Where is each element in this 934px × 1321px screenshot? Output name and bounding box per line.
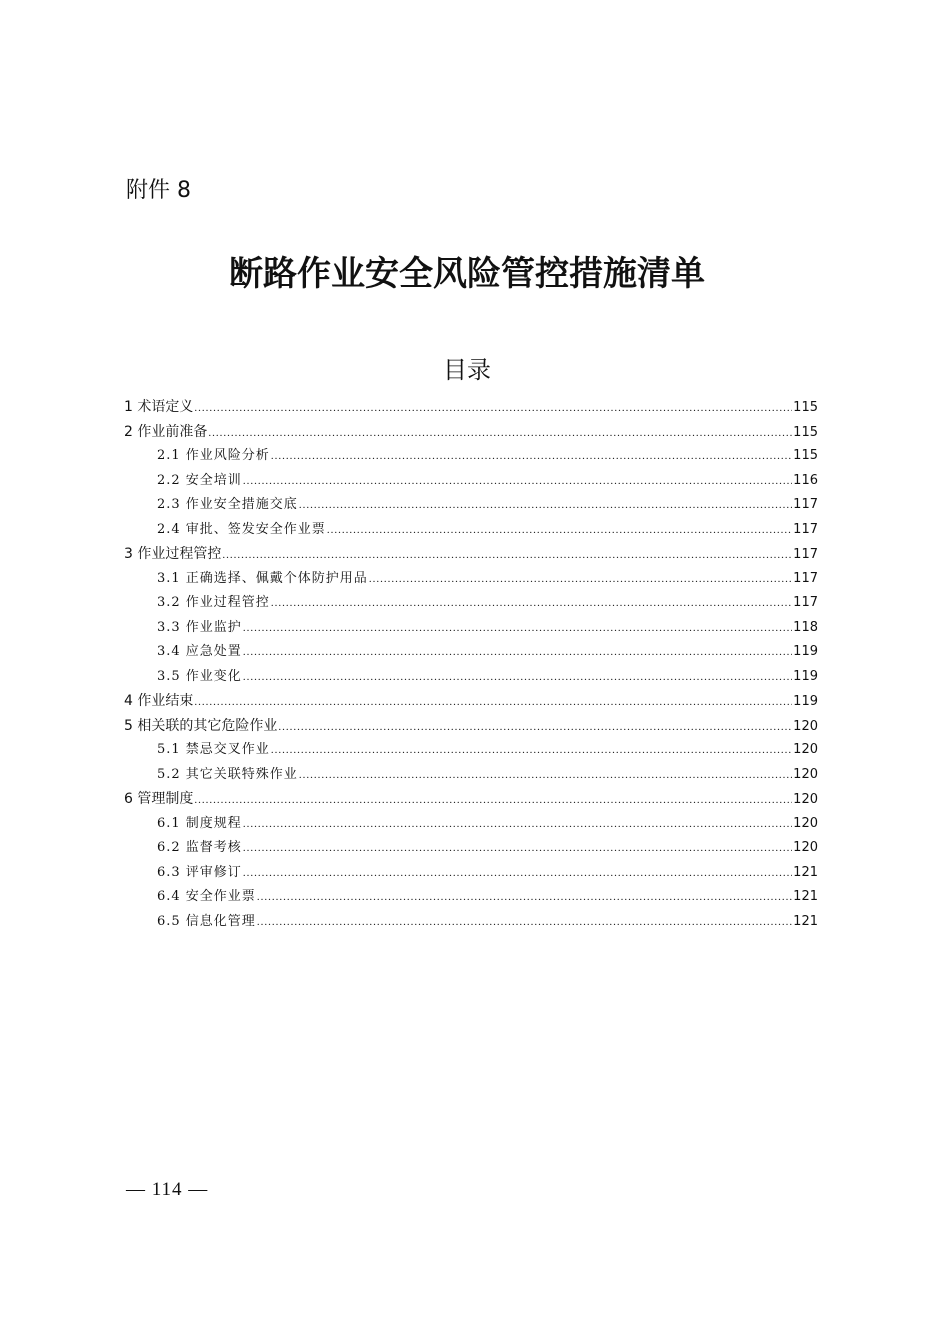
toc-entry-page: 119	[793, 668, 818, 684]
toc-entry-page: 119	[793, 694, 818, 709]
toc-entry-page: 118	[793, 619, 818, 635]
toc-entry[interactable]	[124, 738, 818, 763]
toc-dot-leader	[243, 836, 792, 861]
toc-dot-leader	[278, 715, 792, 740]
toc-entry-title: 3.2 作业过程管控	[157, 595, 270, 610]
table-of-contents	[124, 395, 818, 934]
toc-dot-leader	[271, 738, 792, 763]
toc-entry[interactable]	[124, 885, 818, 910]
toc-entry-title: 3.1 正确选择、佩戴个体防护用品	[157, 570, 368, 586]
toc-entry-page: 117	[793, 547, 818, 562]
toc-entry-page: 120	[793, 742, 818, 757]
toc-entry-page: 119	[793, 644, 818, 659]
toc-entry[interactable]	[124, 763, 818, 788]
toc-dot-leader	[243, 616, 792, 641]
toc-entry[interactable]	[124, 518, 818, 543]
toc-dot-leader	[208, 421, 792, 446]
toc-entry-page: 117	[793, 497, 818, 512]
toc-entry-title: 5.2 其它关联特殊作业	[157, 766, 298, 782]
toc-dot-leader	[299, 763, 792, 788]
toc-entry-page: 117	[793, 521, 818, 537]
toc-entry-title: 6.3 评审修订	[157, 864, 242, 880]
toc-entry-title: 5.1 禁忌交叉作业	[157, 742, 270, 757]
toc-dot-leader	[222, 543, 792, 568]
toc-entry[interactable]	[124, 787, 818, 812]
toc-entry[interactable]	[124, 567, 818, 592]
toc-heading: 目录	[443, 356, 491, 384]
toc-entry[interactable]	[124, 493, 818, 518]
toc-dot-leader	[243, 665, 792, 690]
toc-entry-page: 120	[793, 840, 818, 855]
toc-entry[interactable]	[124, 616, 818, 641]
toc-dot-leader	[299, 493, 792, 518]
toc-entry-title: 6.2 监督考核	[157, 840, 242, 855]
toc-entry[interactable]	[124, 689, 818, 714]
toc-entry-page: 121	[793, 864, 818, 880]
toc-entry[interactable]	[124, 591, 818, 616]
toc-entry-page: 120	[793, 766, 818, 782]
toc-entry[interactable]	[124, 714, 818, 739]
toc-dot-leader	[271, 444, 792, 469]
toc-dot-leader	[194, 788, 792, 813]
toc-entry-page: 115	[793, 448, 818, 463]
toc-dot-leader	[194, 396, 792, 421]
toc-entry-title: 2.2 安全培训	[157, 472, 242, 488]
page-number: — 114 —	[126, 1179, 209, 1200]
toc-entry-title: 6.4 安全作业票	[157, 889, 256, 904]
toc-entry-title: 3.5 作业变化	[157, 668, 242, 684]
toc-entry-title: 6.1 制度规程	[157, 815, 242, 831]
toc-dot-leader	[243, 812, 792, 837]
toc-entry-title: 4 作业结束	[124, 693, 194, 709]
toc-entry[interactable]	[124, 861, 818, 886]
toc-entry[interactable]	[124, 542, 818, 567]
toc-dot-leader	[257, 885, 792, 910]
toc-entry-page: 117	[793, 595, 818, 610]
toc-entry-page: 121	[793, 889, 818, 904]
toc-dot-leader	[327, 518, 792, 543]
toc-entry-page: 116	[793, 472, 818, 488]
toc-dot-leader	[243, 861, 792, 886]
toc-entry-title: 3.3 作业监护	[157, 619, 242, 635]
toc-dot-leader	[243, 469, 792, 494]
attachment-label: 附件 8	[126, 178, 191, 203]
toc-dot-leader	[194, 690, 792, 715]
toc-entry-page: 121	[793, 913, 818, 929]
toc-entry-title: 6.5 信息化管理	[157, 913, 256, 929]
toc-entry-title: 1 术语定义	[124, 399, 194, 415]
toc-entry-page: 120	[793, 815, 818, 831]
toc-dot-leader	[369, 567, 792, 592]
toc-dot-leader	[257, 910, 792, 935]
toc-entry-page: 117	[793, 570, 818, 586]
toc-entry[interactable]	[124, 665, 818, 690]
toc-dot-leader	[243, 640, 792, 665]
toc-entry[interactable]	[124, 444, 818, 469]
toc-entry-page: 120	[793, 718, 818, 734]
toc-entry[interactable]	[124, 395, 818, 420]
toc-entry[interactable]	[124, 836, 818, 861]
toc-entry-page: 115	[793, 424, 818, 440]
toc-entry-title: 2 作业前准备	[124, 423, 208, 440]
toc-entry-title: 6 管理制度	[124, 791, 194, 807]
toc-entry-title: 3.4 应急处置	[157, 644, 242, 659]
document-title: 断路作业安全风险管控措施清单	[229, 254, 705, 294]
toc-entry-title: 2.1 作业风险分析	[157, 448, 270, 463]
toc-entry-title: 2.4 审批、签发安全作业票	[157, 521, 326, 537]
toc-entry[interactable]	[124, 910, 818, 935]
toc-entry[interactable]	[124, 640, 818, 665]
toc-entry-page: 115	[793, 400, 818, 415]
toc-dot-leader	[271, 591, 792, 616]
toc-entry[interactable]	[124, 812, 818, 837]
toc-entry[interactable]	[124, 420, 818, 445]
toc-entry-title: 5 相关联的其它危险作业	[124, 717, 278, 734]
toc-entry-title: 3 作业过程管控	[124, 546, 222, 562]
toc-entry-page: 120	[793, 792, 818, 807]
toc-entry-title: 2.3 作业安全措施交底	[157, 497, 298, 512]
toc-entry[interactable]	[124, 469, 818, 494]
